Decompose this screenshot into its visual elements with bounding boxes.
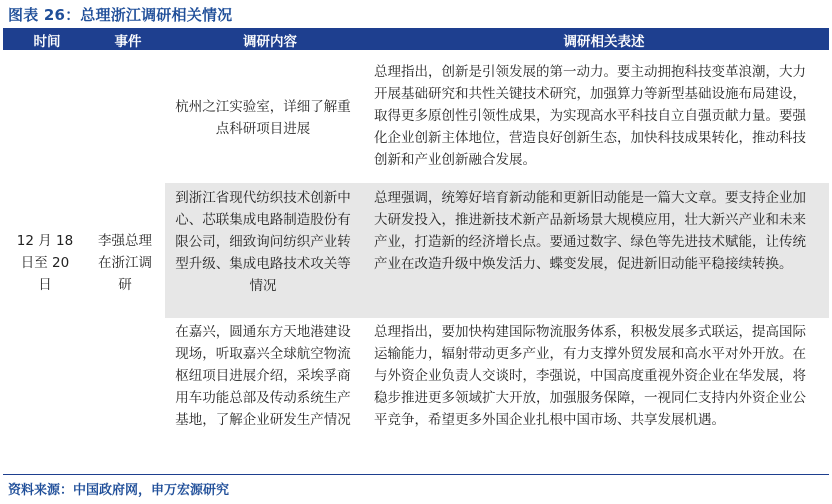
content-cell: 在嘉兴，圆通东方天地港建设现场，听取嘉兴全球航空物流枢纽项目进展介绍，采埃孚商用车功能总部及传动系统生产基地，了解企业研发生产情况 <box>175 324 351 429</box>
content-cell: 杭州之江实验室，详细了解重点科研项目进展 <box>175 99 351 138</box>
column-header-time: 时间 <box>33 34 61 50</box>
table-header <box>3 28 829 50</box>
column-header-event: 事件 <box>114 34 142 50</box>
content-cell: 到浙江省现代纺织技术创新中心、芯联集成电路制造股份有限公司，细致询问纺织产业转型升级、集成电路技术攻关等情况 <box>175 190 351 295</box>
statement-cell: 总理指出，要加快构建国际物流服务体系，积极发展多式联运，提高国际运输能力，辐射带动更多产业，有力支撑外贸发展和高水平对外开放。在与外资企业负责人交谈时，李强说，中国高度重视外资企业在华发展，将稳步推进更多领域扩大开放，加强服务保障，一视同仁支持内外资企业公平竞争，希望更多外国企业扎根中国市场、共享发展机遇。 <box>374 324 806 429</box>
source-note: 资料来源：中国政府网，申万宏源研究 <box>8 483 230 498</box>
table-bottom-rule <box>3 474 829 475</box>
statement-cell: 总理指出，创新是引领发展的第一动力。要主动拥抱科技变革浪潮，大力开展基础研究和共性关键技术研究，加强算力等新型基础设施布局建设，取得更多原创性引领性成果，为实现高水平科技自立自强贡献力量。要强化企业创新主体地位，营造良好创新生态，加快科技成果转化，推动科技创新和产业创新融合发展。 <box>374 64 806 169</box>
column-header-content: 调研内容 <box>243 34 297 50</box>
time-cell: 12 月 18 日至 20 日 <box>16 233 74 294</box>
event-cell: 李强总理在浙江调研 <box>98 233 152 294</box>
column-header-statement: 调研相关表述 <box>563 34 645 50</box>
statement-cell: 总理强调，统筹好培育新动能和更新旧动能是一篇大文章。要支持企业加大研发投入，推进新技术新产品新场景大规模应用，壮大新兴产业和未来产业，打造新的经济增长点。要通过数字、绿色等先进技术赋能，让传统产业在改造升级中焕发活力、蝶变发展，促进新旧动能平稳接续转换。 <box>374 190 806 273</box>
figure-title: 图表 26：总理浙江调研相关情况 <box>8 6 233 24</box>
